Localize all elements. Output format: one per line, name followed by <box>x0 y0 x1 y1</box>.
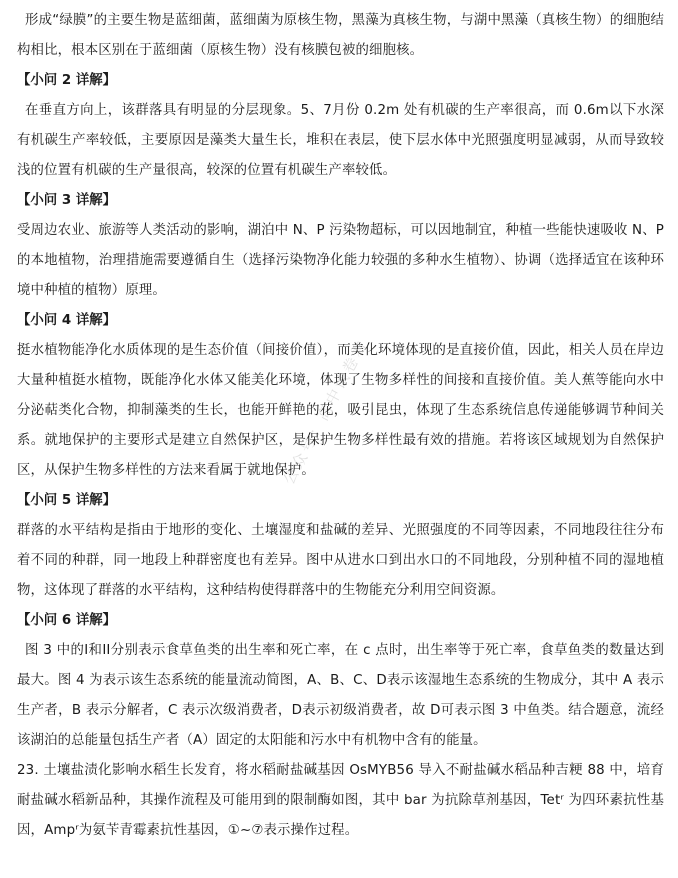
section-heading-4: 【小问 4 详解】 <box>17 313 116 328</box>
section-heading-5: 【小问 5 详解】 <box>17 493 116 508</box>
section-heading-2: 【小问 2 详解】 <box>17 73 116 88</box>
question-23-paragraph: 23. 土壤盐渍化影响水稻生长发育，将水稻耐盐碱基因 OsMYB56 导入不耐盐碱水稻品种吉粳 88 中，培育耐盐碱水稻新品种，其操作流程及可能用到的限制酶如图，其中 bar 为抗除草剂基因，Tetʳ 为四环素抗性基因，Ampʳ为氨苄青霉素抗性基因，①~⑦表示操作过程。 <box>17 763 664 838</box>
section-heading-6: 【小问 6 详解】 <box>17 613 116 628</box>
answer-paragraph-4: 挺水植物能净化水质体现的是生态价值（间接价值），而美化环境体现的是直接价值，因此，相关人员在岸边大量种植挺水植物，既能净化水体又能美化环境，体现了生物多样性的间接和直接价值。美人蕉等能向水中分泌萜类化合物，抑制藻类的生长，也能开鲜艳的花，吸引昆虫，体现了生态系统信息传递能够调节种间关系。就地保护的主要形式是建立自然保护区，是保护生物多样性最有效的措施。若将该区域规划为自然保护区，从保护生物多样性的方法来看属于就地保护。 <box>17 343 664 478</box>
section-heading-3: 【小问 3 详解】 <box>17 193 116 208</box>
answer-paragraph-1: 形成“绿膜”的主要生物是蓝细菌，蓝细菌为原核生物，黑藻为真核生物，与湖中黑藻（真核生物）的细胞结构相比，根本区别在于蓝细菌（原核生物）没有核膜包被的细胞核。 <box>17 13 664 58</box>
answer-paragraph-5: 群落的水平结构是指由于地形的变化、土壤湿度和盐碱的差异、光照强度的不同等因素，不同地段往往分布着不同的种群，同一地段上种群密度也有差异。图中从进水口到出水口的不同地段，分别种植不同的湿地植物，这体现了群落的水平结构，这种结构使得群落中的生物能充分利用空间资源。 <box>17 523 664 598</box>
watermark: 公众号：高中试卷君 <box>279 335 372 488</box>
answer-paragraph-2: 在垂直方向上，该群落具有明显的分层现象。5、7月份 0.2m 处有机碳的生产率很高，而 0.6m以下水深有机碳生产率较低，主要原因是藻类大量生长，堆积在表层，使下层水体中光照强度明显减弱，从而导致较浅的位置有机碳的生产量很高，较深的位置有机碳生产率较低。 <box>17 103 664 178</box>
answer-paragraph-3: 受周边农业、旅游等人类活动的影响，湖泊中 N、P 污染物超标，可以因地制宜，种植一些能快速吸收 N、P 的本地植物，治理措施需要遵循自生（选择污染物净化能力较强的多种水生植物）、协调（选择适宜在该种环境中种植的植物）原理。 <box>17 223 664 298</box>
answer-paragraph-6: 图 3 中的I和II分别表示食草鱼类的出生率和死亡率，在 c 点时，出生率等于死亡率，食草鱼类的数量达到最大。图 4 为表示该生态系统的能量流动简图，A、B、C、D表示该湿地生态系统的生物成分，其中 A 表示生产者，B 表示分解者，C 表示次级消费者，D表示初级消费者，故 D可表示图 3 中鱼类。结合题意，流经该湖泊的总能量包括生产者（A）固定的太阳能和污水中有机物中含有的能量。 <box>17 643 664 748</box>
